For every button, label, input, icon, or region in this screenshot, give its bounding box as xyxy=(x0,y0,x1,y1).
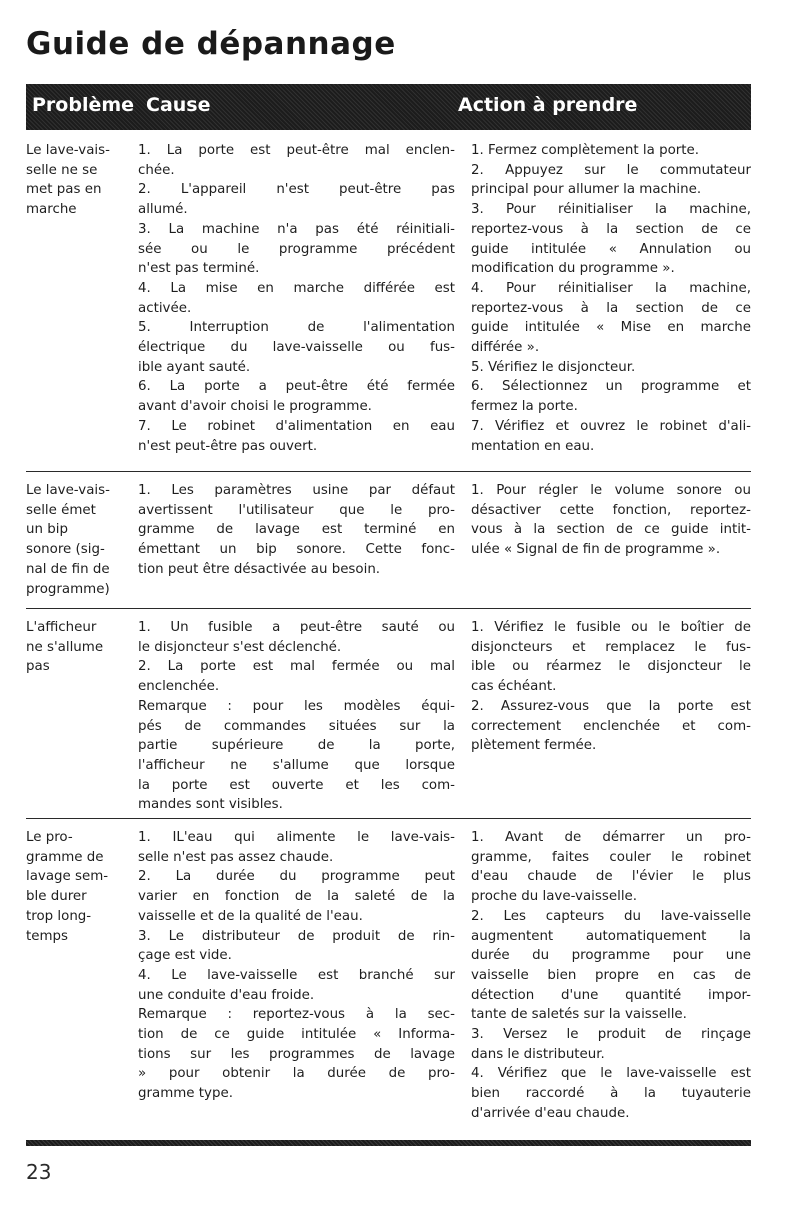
text-line: ulée « Signal de fin de programme ». xyxy=(471,542,721,558)
text-line: tion de ce guide intitulée « Informa- xyxy=(138,1027,455,1043)
text-line: le disjoncteur s'est déclenché. xyxy=(138,639,342,655)
text-line: 7. Le robinet d'alimentation en eau xyxy=(138,418,455,434)
text-line: ble durer xyxy=(26,889,87,905)
text-line: Remarque : reportez-vous à la sec- xyxy=(138,1007,455,1023)
action-cell xyxy=(471,828,751,1124)
text-line: 1. La porte est peut-être mal enclen- xyxy=(138,143,455,158)
page-title: Guide de dépannage xyxy=(26,26,396,62)
header-probleme: Problème xyxy=(32,94,135,116)
page-number: 23 xyxy=(26,1160,52,1184)
text-line: 1. Fermez complètement la porte. xyxy=(471,143,700,158)
action-cell xyxy=(471,618,751,756)
action-cell xyxy=(471,481,751,560)
text-line: selle émet xyxy=(26,502,96,518)
text-line: 4. Pour réinitialiser la machine, xyxy=(471,280,751,296)
text-line: temps xyxy=(26,928,69,944)
text-line: fermez la porte. xyxy=(471,399,578,415)
text-line: » pour obtenir la durée de pro- xyxy=(138,1066,455,1082)
problem-cell xyxy=(26,141,126,220)
text-line: principal pour allumer la machine. xyxy=(471,182,702,198)
text-line: 4. Le lave-vaisselle est branché sur xyxy=(138,967,455,983)
text-line: d'eau chaude de l'évier le plus xyxy=(471,869,751,885)
text-line: tante de saletés sur la vaisselle. xyxy=(471,1007,687,1023)
text-line: 2. La durée du programme peut xyxy=(138,869,455,885)
row-divider xyxy=(26,471,751,472)
text-line: trop long- xyxy=(26,908,92,924)
text-line: avant d'avoir choisi le programme. xyxy=(138,399,372,415)
text-line: correctement enclenchée et com- xyxy=(471,718,751,734)
text-line: l'afficheur ne s'allume que lorsque xyxy=(138,757,455,773)
text-line: proche du lave-vaisselle. xyxy=(471,889,638,905)
text-line: tion peut être désactivée au besoin. xyxy=(138,561,381,577)
text-line: ible ou réarmez le disjoncteur le xyxy=(471,659,751,675)
text-line: dans le distributeur. xyxy=(471,1046,605,1062)
text-line: une conduite d'eau froide. xyxy=(138,987,315,1003)
problem-cell xyxy=(26,618,126,677)
header-cause: Cause xyxy=(146,94,211,116)
text-line: durée du programme pour une xyxy=(471,948,751,964)
text-line: Le pro- xyxy=(26,830,73,845)
text-line: enclenchée. xyxy=(138,679,220,695)
text-line: différée ». xyxy=(471,340,540,356)
text-line: 2. La porte est mal fermée ou mal xyxy=(138,659,455,675)
text-line: marche xyxy=(26,202,77,218)
cause-cell xyxy=(138,481,455,580)
text-line: un bip xyxy=(26,522,68,538)
bottom-rule xyxy=(26,1140,751,1146)
text-line: 4. Vérifiez que le lave-vaisselle est xyxy=(471,1066,751,1082)
text-line: guide intitulée « Mise en marche xyxy=(471,320,751,336)
text-line: 3. La machine n'a pas été réinitiali- xyxy=(138,221,455,237)
text-line: gramme de lavage est terminé en xyxy=(138,522,455,538)
text-line: Le lave-vais- xyxy=(26,143,110,158)
text-line: 1. Vérifiez le fusible ou le boîtier de xyxy=(471,620,751,635)
text-line: vaisselle et de la qualité de l'eau. xyxy=(138,908,363,924)
text-line: 2. Appuyez sur le commutateur xyxy=(471,162,751,178)
row-divider xyxy=(26,818,751,819)
text-line: varier en fonction de la saleté de la xyxy=(138,889,455,905)
cause-cell xyxy=(138,618,455,815)
text-line: 7. Vérifiez et ouvrez le robinet d'ali- xyxy=(471,418,751,434)
text-line: nal de fin de xyxy=(26,561,110,577)
text-line: met pas en xyxy=(26,182,102,198)
text-line: 1. Avant de démarrer un pro- xyxy=(471,830,751,845)
text-line: guide intitulée « Annulation ou xyxy=(471,241,751,257)
text-line: pés de commandes situées sur la xyxy=(138,718,455,734)
text-line: partie supérieure de la porte, xyxy=(138,738,455,754)
text-line: pas xyxy=(26,659,50,675)
text-line: cas échéant. xyxy=(471,679,557,695)
text-line: 1. Les paramètres usine par défaut xyxy=(138,483,455,498)
text-line: gramme type. xyxy=(138,1086,233,1102)
text-line: selle ne se xyxy=(26,162,98,178)
text-line: ne s'allume xyxy=(26,639,104,655)
text-line: émettant un bip sonore. Cette fonc- xyxy=(138,542,455,558)
text-line: 2. Les capteurs du lave-vaisselle xyxy=(471,908,751,924)
text-line: Remarque : pour les modèles équi- xyxy=(138,698,455,714)
text-line: mentation en eau. xyxy=(471,438,595,454)
text-line: détection d'une quantité impor- xyxy=(471,987,751,1003)
action-cell xyxy=(471,141,751,456)
text-line: L'afficheur xyxy=(26,620,97,635)
text-line: gramme, faites couler le robinet xyxy=(471,849,751,865)
text-line: disjoncteurs et remplacez le fus- xyxy=(471,639,751,655)
text-line: électrique du lave-vaisselle ou fus- xyxy=(138,340,455,356)
text-line: 2. Assurez-vous que la porte est xyxy=(471,698,751,714)
text-line: 4. La mise en marche différée est xyxy=(138,280,455,296)
text-line: allumé. xyxy=(138,202,188,218)
text-line: n'est peut-être pas ouvert. xyxy=(138,438,318,454)
table-header xyxy=(26,84,751,130)
cause-cell xyxy=(138,141,455,456)
row-divider xyxy=(26,608,751,609)
text-line: 6. La porte a peut-être été fermée xyxy=(138,379,455,395)
text-line: 3. Le distributeur de produit de rin- xyxy=(138,928,455,944)
text-line: tions sur les programmes de lavage xyxy=(138,1046,455,1062)
text-line: désactiver cette fonction, reportez- xyxy=(471,502,751,518)
text-line: mandes sont visibles. xyxy=(138,797,283,813)
text-line: çage est vide. xyxy=(138,948,232,964)
text-line: reportez-vous à la section de ce xyxy=(471,221,751,237)
text-line: sée ou le programme précédent xyxy=(138,241,455,257)
text-line: chée. xyxy=(138,162,175,178)
header-action: Action à prendre xyxy=(458,94,638,116)
text-line: activée. xyxy=(138,300,192,316)
text-line: 3. Versez le produit de rinçage xyxy=(471,1027,751,1043)
text-line: 1. IL'eau qui alimente le lave-vais- xyxy=(138,830,455,845)
text-line: 5. Vérifiez le disjoncteur. xyxy=(471,359,636,375)
text-line: sonore (sig- xyxy=(26,542,105,558)
text-line: selle n'est pas assez chaude. xyxy=(138,849,334,865)
problem-cell xyxy=(26,481,126,599)
text-line: d'arrivée d'eau chaude. xyxy=(471,1105,630,1121)
text-line: n'est pas terminé. xyxy=(138,261,260,277)
text-line: ible ayant sauté. xyxy=(138,359,251,375)
text-line: reportez-vous à la section de ce xyxy=(471,300,751,316)
text-line: 1. Un fusible a peut-être sauté ou xyxy=(138,620,455,635)
text-line: vous à la section de ce guide intit- xyxy=(471,522,751,538)
text-line: programme) xyxy=(26,581,110,597)
text-line: plètement fermée. xyxy=(471,738,597,754)
text-line: 3. Pour réinitialiser la machine, xyxy=(471,202,751,218)
text-line: modification du programme ». xyxy=(471,261,675,277)
text-line: 6. Sélectionnez un programme et xyxy=(471,379,751,395)
text-line: lavage sem- xyxy=(26,869,109,885)
text-line: augmentent automatiquement la xyxy=(471,928,751,944)
problem-cell xyxy=(26,828,126,946)
text-line: 5. Interruption de l'alimentation xyxy=(138,320,455,336)
text-line: bien raccordé à la tuyauterie xyxy=(471,1086,751,1102)
text-line: Le lave-vais- xyxy=(26,483,110,498)
text-line: vaisselle bien propre en cas de xyxy=(471,967,751,983)
text-line: la porte est ouverte et les com- xyxy=(138,777,455,793)
cause-cell xyxy=(138,828,455,1104)
text-line: 1. Pour régler le volume sonore ou xyxy=(471,483,751,498)
text-line: avertissent l'utilisateur que le pro- xyxy=(138,502,455,518)
text-line: gramme de xyxy=(26,849,104,865)
text-line: 2. L'appareil n'est peut-être pas xyxy=(138,182,455,198)
